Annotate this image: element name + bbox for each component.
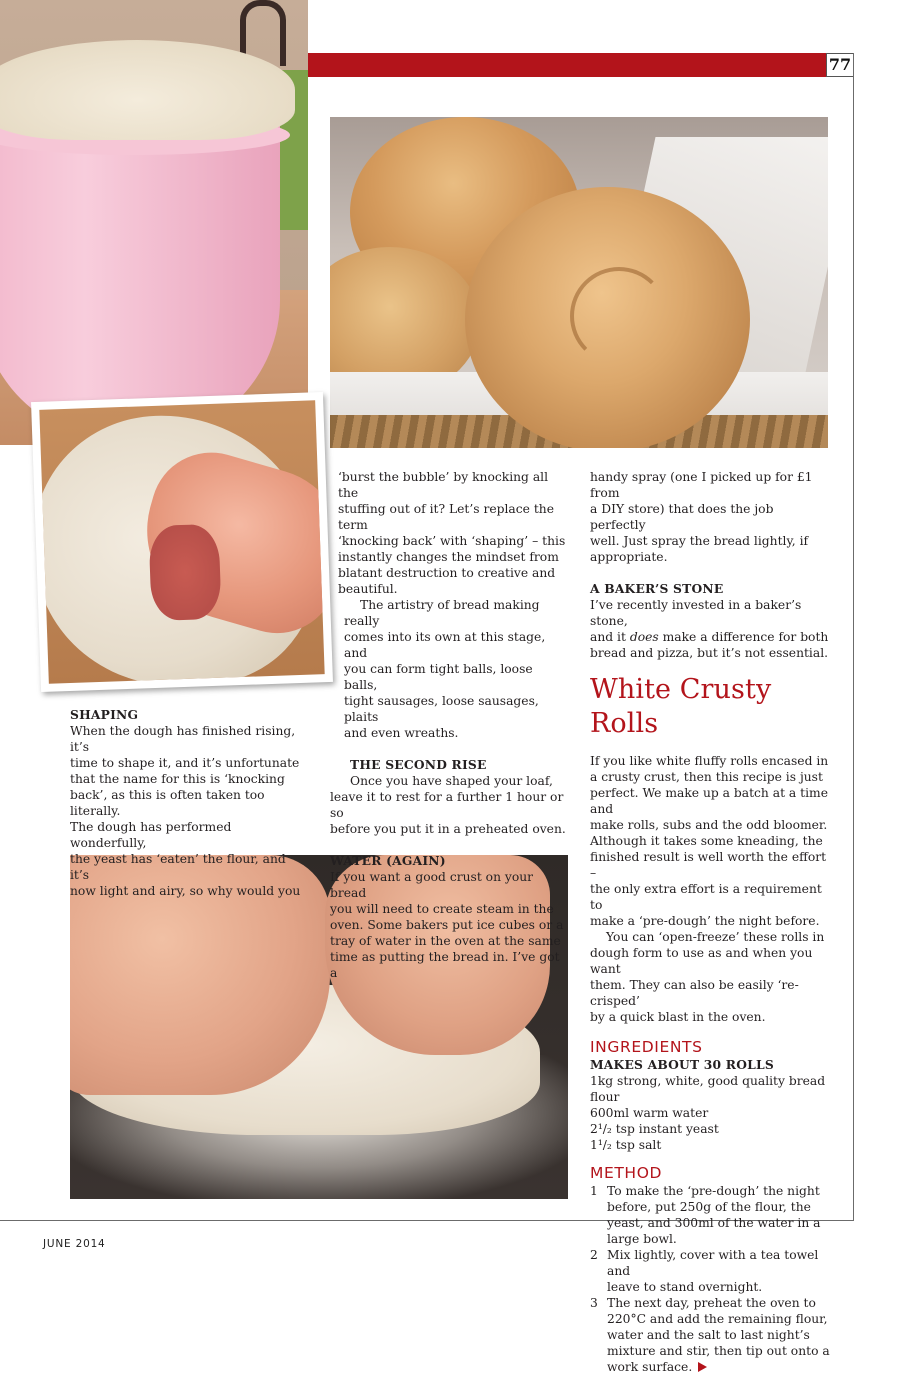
method-list — [590, 1183, 830, 1375]
line: leave to stand overnight. — [607, 1280, 763, 1294]
ingredient-item: 1kg strong, white, good quality bread — [590, 1074, 826, 1088]
line: beautiful. — [338, 582, 398, 596]
line: and even wreaths. — [344, 726, 459, 740]
line: Mix lightly, cover with a tea towel and — [607, 1248, 819, 1278]
line: before, put 250g of the flour, the — [607, 1200, 811, 1214]
continue-arrow-icon — [698, 1362, 707, 1372]
issue-date-footer: JUNE 2014 — [43, 1238, 106, 1250]
second-rise-paragraph — [330, 773, 568, 837]
column-3 — [590, 469, 830, 1375]
emphasis: does — [629, 630, 659, 644]
bakers-stone-paragraph — [590, 597, 830, 661]
ingredient-item: flour — [590, 1090, 620, 1104]
step-number: 1 — [590, 1184, 598, 1198]
frame-right-rule — [853, 53, 854, 1221]
spray-paragraph — [590, 469, 830, 565]
line: handy spray (one I picked up for £1 from — [590, 470, 813, 500]
line: the only extra effort is a requirement to — [590, 882, 822, 912]
line: a crusty crust, then this recipe is just — [590, 770, 823, 784]
line: dough form to use as and when you want — [590, 946, 813, 976]
line: tray of water in the oven at the same — [330, 934, 561, 948]
artistry-paragraph — [330, 597, 568, 741]
column-2 — [330, 469, 568, 981]
line: time to shape it, and it’s unfortunate — [70, 756, 300, 770]
line: 220°C and add the remaining flour, — [607, 1312, 828, 1326]
line: the yeast has ‘eaten’ the flour, and it’s — [70, 852, 286, 882]
line: The dough has performed wonderfully, — [70, 820, 232, 850]
line: blatant destruction to creative and — [338, 566, 556, 580]
line: The artistry of bread making really — [344, 598, 540, 628]
water-paragraph — [330, 869, 568, 981]
line: now light and airy, so why would you — [70, 884, 301, 898]
makes-line: MAKES ABOUT 30 ROLLS — [590, 1057, 774, 1072]
line: by a quick blast in the oven. — [590, 1010, 766, 1024]
method-heading: METHOD — [590, 1164, 663, 1182]
ingredients-heading: INGREDIENTS — [590, 1038, 703, 1056]
ingredient-item: 600ml warm water — [590, 1106, 709, 1120]
line: appropriate. — [590, 550, 668, 564]
line: finished result is well worth the effort – — [590, 850, 827, 880]
method-step — [590, 1247, 830, 1295]
line: well. Just spray the bread lightly, if — [590, 534, 809, 548]
step-number: 2 — [590, 1248, 598, 1262]
crusty-rolls-photo — [330, 117, 828, 448]
ingredients-list — [590, 1073, 830, 1153]
bakers-stone-heading: A BAKER’S STONE — [590, 581, 724, 596]
line: work surface. — [607, 1360, 693, 1374]
recipe-intro-paragraph — [590, 753, 830, 929]
line: Once you have shaped your loaf, — [350, 774, 553, 788]
second-rise-heading: THE SECOND RISE — [350, 757, 487, 772]
line: The next day, preheat the oven to — [607, 1296, 816, 1310]
line: perfect. We make up a batch at a time and — [590, 786, 828, 816]
line: that the name for this is ‘knocking — [70, 772, 285, 786]
shaping-paragraph — [70, 723, 302, 899]
page-number: 77 — [826, 53, 854, 77]
line: them. They can also be easily ‘re-crisped’ — [590, 978, 799, 1008]
line: bread and pizza, but it’s not essential. — [590, 646, 829, 660]
fist-in-dough-photo — [31, 392, 333, 692]
line: I’ve recently invested in a baker’s stone, — [590, 598, 802, 628]
line: Although it takes some kneading, the — [590, 834, 823, 848]
step-number: 3 — [590, 1296, 598, 1310]
line: you will need to create steam in the — [330, 902, 554, 916]
line: mixture and stir, then tip out onto a — [607, 1344, 830, 1358]
line: make a ‘pre-dough’ the night before. — [590, 914, 820, 928]
line-fragment: and it — [590, 630, 630, 644]
line: leave it to rest for a further 1 hour or so — [330, 790, 564, 820]
line: tight sausages, loose sausages, plaits — [344, 694, 539, 724]
line: make rolls, subs and the odd bloomer. — [590, 818, 828, 832]
water-heading: WATER (AGAIN) — [330, 853, 446, 868]
line: before you put it in a preheated oven. — [330, 822, 566, 836]
line: When the dough has finished rising, it’s — [70, 724, 296, 754]
line: you can form tight balls, loose balls, — [344, 662, 533, 692]
shaping-continued-paragraph — [330, 469, 568, 597]
line: time as putting the bread in. I’ve got a — [330, 950, 560, 980]
line: You can ‘open-freeze’ these rolls in — [606, 930, 825, 944]
method-step — [590, 1295, 830, 1375]
line: a DIY store) that does the job perfectly — [590, 502, 774, 532]
line: oven. Some bakers put ice cubes or a — [330, 918, 564, 932]
line: ‘burst the bubble’ by knocking all the — [338, 470, 549, 500]
line: water and the salt to last night’s — [607, 1328, 810, 1342]
dough-bowl-photo — [0, 0, 308, 445]
line: To make the ‘pre-dough’ the night — [607, 1184, 820, 1198]
ingredient-item: 2¹/₂ tsp instant yeast — [590, 1122, 719, 1136]
ingredient-item: 1¹/₂ tsp salt — [590, 1138, 662, 1152]
shaping-heading: SHAPING — [70, 707, 139, 722]
line: large bowl. — [607, 1232, 677, 1246]
line: instantly changes the mindset from — [338, 550, 559, 564]
line: back’, as this is often taken too literally. — [70, 788, 265, 818]
line: If you want a good crust on your bread — [330, 870, 534, 900]
column-1 — [70, 707, 302, 899]
line: ‘knocking back’ with ‘shaping’ – this — [338, 534, 566, 548]
line: comes into its own at this stage, and — [344, 630, 546, 660]
line-fragment: make a difference for both — [658, 630, 829, 644]
method-step — [590, 1183, 830, 1247]
line: stuffing out of it? Let’s replace the term — [338, 502, 554, 532]
line: If you like white fluffy rolls encased in — [590, 754, 829, 768]
recipe-title: White Crusty Rolls — [590, 674, 772, 739]
freeze-paragraph — [590, 929, 830, 1025]
line: yeast, and 300ml of the water in a — [607, 1216, 821, 1230]
